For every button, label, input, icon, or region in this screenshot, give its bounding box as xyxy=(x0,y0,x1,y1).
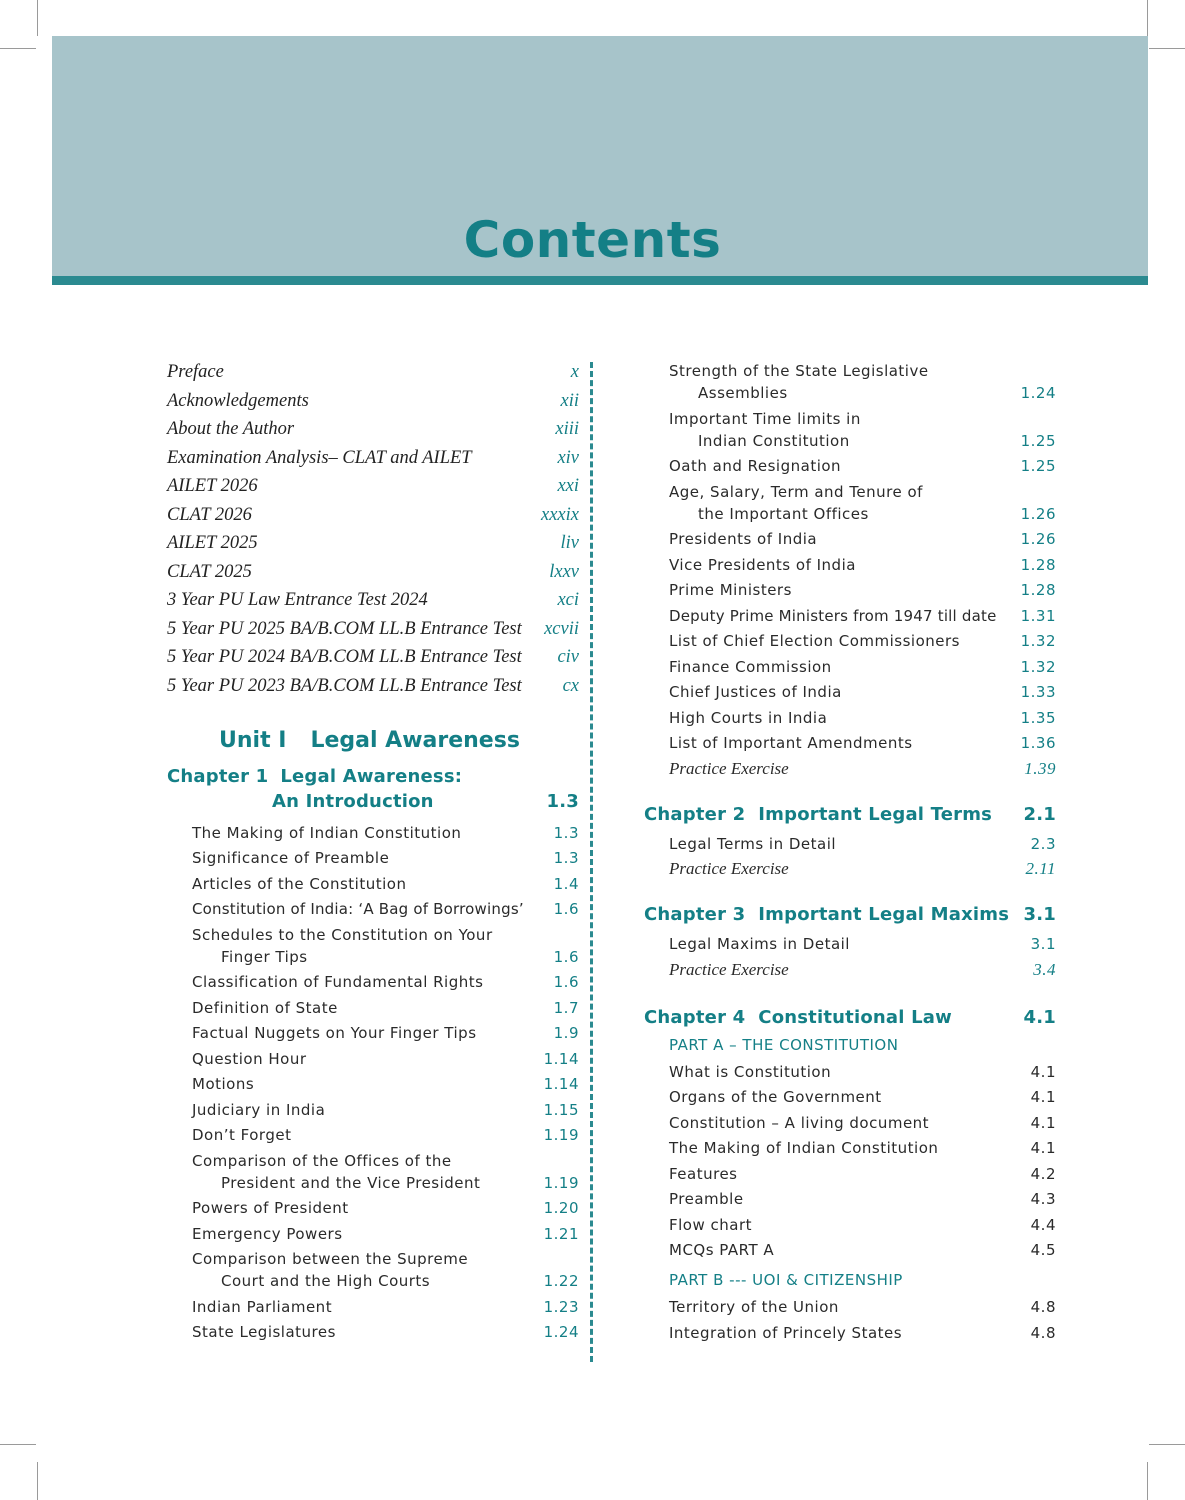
entry-page: 1.31 xyxy=(1020,606,1056,625)
toc-entry[interactable] xyxy=(669,933,1056,955)
toc-entry[interactable] xyxy=(192,1048,579,1070)
entry-title: Territory of the Union xyxy=(669,1298,839,1316)
entry-page: 1.28 xyxy=(1020,555,1056,574)
toc-entry-practice[interactable] xyxy=(669,858,1056,880)
toc-entry[interactable] xyxy=(192,971,579,993)
toc-entry[interactable] xyxy=(167,588,579,612)
entry-title: Presidents of India xyxy=(669,530,818,548)
chapter-title: Legal Awareness: xyxy=(280,765,463,787)
entry-page: 1.22 xyxy=(543,1272,579,1290)
entry-title: Organs of the Government xyxy=(669,1088,882,1106)
unit-label: Unit I xyxy=(219,727,287,753)
entry-page: 1.6 xyxy=(553,947,579,966)
entry-title: 3 Year PU Law Entrance Test 2024 xyxy=(167,590,428,610)
entry-page: 1.9 xyxy=(553,1024,579,1042)
entry-page: xxxix xyxy=(541,504,579,525)
entry-title: Significance of Preamble xyxy=(192,849,390,867)
toc-entry[interactable] xyxy=(167,503,579,527)
entry-page: 4.5 xyxy=(1030,1241,1056,1259)
entry-page: cx xyxy=(562,675,579,696)
toc-entry[interactable] xyxy=(669,1239,1056,1261)
entry-title: What is Constitution xyxy=(669,1062,832,1081)
toc-entry[interactable] xyxy=(669,656,1056,678)
toc-entry[interactable] xyxy=(167,617,579,641)
toc-entry[interactable] xyxy=(669,360,1056,404)
toc-entry[interactable] xyxy=(192,822,579,844)
chapter-title: Important Legal Maxims xyxy=(758,904,1010,925)
entry-title: The Making of Indian Constitution xyxy=(669,1139,939,1157)
entry-page: xxi xyxy=(557,476,579,496)
entry-page: 2.3 xyxy=(1030,834,1056,853)
entry-title: About the Author xyxy=(167,419,295,439)
entry-page: 1.36 xyxy=(1020,734,1056,752)
entry-page: 4.1 xyxy=(1030,1113,1056,1132)
entry-page: civ xyxy=(557,647,579,667)
entry-page: lxxv xyxy=(549,561,579,582)
toc-entry[interactable] xyxy=(669,1137,1056,1159)
entry-page: xcvii xyxy=(544,618,579,639)
entry-title: Integration of Princely States xyxy=(669,1323,903,1342)
toc-entry[interactable] xyxy=(167,417,579,441)
toc-entry[interactable] xyxy=(167,531,579,555)
entry-title: Practice Exercise xyxy=(669,959,789,979)
toc-entry[interactable] xyxy=(192,924,579,968)
front-matter-list xyxy=(167,360,579,698)
entry-title: Flow chart xyxy=(669,1215,753,1234)
entry-title: Constitution – A living document xyxy=(669,1113,930,1132)
entry-title: Motions xyxy=(192,1075,255,1093)
header-rule xyxy=(52,276,1148,285)
entry-title: 5 Year PU 2023 BA/B.COM LL.B Entrance Test xyxy=(167,675,522,696)
chapter-title: Important Legal Terms xyxy=(758,803,993,825)
crop-mark xyxy=(1147,0,1148,36)
entry-page: 3.4 xyxy=(1033,959,1056,979)
toc-entry[interactable] xyxy=(192,873,579,895)
chapter-entries-continued xyxy=(644,360,1056,780)
toc-entry[interactable] xyxy=(192,1150,579,1194)
entry-page: 1.33 xyxy=(1020,683,1056,701)
toc-entry[interactable] xyxy=(669,554,1056,576)
entry-page: 1.14 xyxy=(543,1075,579,1093)
entry-title: Schedules to the Constitution on Your Finger Tips xyxy=(192,925,493,966)
toc-entry[interactable] xyxy=(669,707,1056,729)
unit-title: Legal Awareness xyxy=(310,727,520,753)
toc-entry[interactable] xyxy=(669,408,1056,452)
chapter-title: An Introduction xyxy=(272,790,434,812)
toc-entry[interactable] xyxy=(669,528,1056,550)
entry-title: Factual Nuggets on Your Finger Tips xyxy=(192,1024,477,1042)
entry-title: Features xyxy=(669,1164,738,1183)
toc-entry[interactable] xyxy=(192,847,579,869)
entry-title: Definition of State xyxy=(192,998,338,1017)
entry-title: Preface xyxy=(167,362,224,382)
toc-entry[interactable] xyxy=(669,833,1056,855)
entry-title: List of Important Amendments xyxy=(669,734,913,752)
entry-page: 1.4 xyxy=(553,874,579,893)
entry-page: 1.6 xyxy=(553,973,579,991)
toc-entry[interactable] xyxy=(167,560,579,584)
toc-entry[interactable] xyxy=(192,1073,579,1095)
entry-title: Oath and Resignation xyxy=(669,457,842,475)
entry-page: 1.32 xyxy=(1020,657,1056,676)
chapter-label: Chapter 4 xyxy=(644,1006,746,1028)
entry-page: 1.21 xyxy=(543,1224,579,1243)
entry-page: 4.1 xyxy=(1030,1139,1056,1157)
toc-entry[interactable] xyxy=(669,732,1056,754)
entry-title: Examination Analysis– CLAT and AILET xyxy=(167,447,472,468)
entry-title: State Legislatures xyxy=(192,1323,336,1341)
entry-title: Finance Commission xyxy=(669,657,832,676)
chapter-heading[interactable] xyxy=(167,764,579,814)
column-divider xyxy=(590,362,593,1362)
chapter-label: Chapter 1 xyxy=(167,765,269,787)
entry-title: AILET 2026 xyxy=(167,476,258,496)
crop-mark xyxy=(1149,1444,1185,1445)
entry-title: CLAT 2025 xyxy=(167,561,252,582)
chapter-entries xyxy=(167,822,579,1344)
toc-entry[interactable] xyxy=(669,1086,1056,1108)
entry-title: Acknowledgements xyxy=(167,390,309,411)
toc-entry[interactable] xyxy=(192,1248,579,1292)
entry-title: 5 Year PU 2024 BA/B.COM LL.B Entrance Test xyxy=(167,647,522,667)
entry-page: 4.4 xyxy=(1030,1215,1056,1234)
toc-entry[interactable] xyxy=(669,579,1056,601)
entry-page: 1.28 xyxy=(1020,581,1056,599)
entry-page: 1.7 xyxy=(553,998,579,1017)
entry-title: Practice Exercise xyxy=(669,859,789,878)
entry-page: 4.8 xyxy=(1030,1323,1056,1342)
toc-entry[interactable] xyxy=(669,1112,1056,1134)
toc-entry[interactable] xyxy=(669,1322,1056,1344)
entry-page: 1.20 xyxy=(543,1199,579,1217)
toc-entry[interactable] xyxy=(669,1163,1056,1185)
entry-title: Constitution of India: ‘A Bag of Borrowings’ xyxy=(192,900,524,918)
chapter-page: 2.1 xyxy=(1023,803,1056,825)
chapter-heading[interactable] xyxy=(644,902,1056,927)
entry-title: Classification of Fundamental Rights xyxy=(192,973,484,991)
entry-title: Powers of President xyxy=(192,1199,349,1217)
toc-entry[interactable] xyxy=(192,997,579,1019)
entry-page: 3.1 xyxy=(1030,935,1056,953)
entry-title: The Making of Indian Constitution xyxy=(192,823,462,842)
toc-entry[interactable] xyxy=(192,1022,579,1044)
entry-page: 1.25 xyxy=(1020,457,1056,475)
toc-entry[interactable] xyxy=(669,630,1056,652)
part-entries xyxy=(644,1061,1056,1262)
entry-title: Indian Parliament xyxy=(192,1297,333,1316)
chapter-entries xyxy=(644,933,1056,981)
entry-title: Vice Presidents of India xyxy=(669,555,856,574)
entry-title: List of Chief Election Commissioners xyxy=(669,632,960,650)
entry-page: 1.3 xyxy=(553,849,579,867)
toc-entry[interactable] xyxy=(167,474,579,498)
unit-heading[interactable] xyxy=(219,726,579,756)
entry-page: 1.3 xyxy=(553,823,579,842)
entry-page: xci xyxy=(557,590,579,610)
entry-title: Practice Exercise xyxy=(669,758,789,778)
entry-page: 4.1 xyxy=(1030,1062,1056,1081)
entry-page: 1.15 xyxy=(543,1100,579,1119)
entry-title: Preamble xyxy=(669,1190,744,1208)
crop-mark xyxy=(37,0,38,36)
toc-entry[interactable] xyxy=(192,1197,579,1219)
entry-title: AILET 2025 xyxy=(167,533,258,553)
crop-mark xyxy=(0,1444,36,1445)
entry-title: Legal Terms in Detail xyxy=(669,834,837,853)
entry-title: Age, Salary, Term and Tenure of the Important Offices xyxy=(669,482,923,523)
entry-title: Comparison between the Supreme Court and the High Courts xyxy=(192,1250,469,1290)
entry-page: xii xyxy=(560,390,579,411)
crop-mark xyxy=(37,1462,38,1500)
entry-page: 1.32 xyxy=(1020,632,1056,650)
entry-title: Important Time limits in Indian Constitution xyxy=(669,409,861,450)
entry-page: 2.11 xyxy=(1025,859,1056,878)
toc-entry[interactable] xyxy=(167,446,579,470)
entry-title: Emergency Powers xyxy=(192,1224,343,1243)
part-entries xyxy=(644,1296,1056,1344)
entry-title: Legal Maxims in Detail xyxy=(669,935,850,953)
toc-entry[interactable] xyxy=(192,1321,579,1343)
entry-title: Judiciary in India xyxy=(192,1100,326,1119)
entry-page: 1.23 xyxy=(543,1297,579,1316)
toc-entry[interactable] xyxy=(669,1296,1056,1318)
entry-title: MCQs PART A xyxy=(669,1241,775,1259)
toc-right-column xyxy=(644,360,1056,1347)
entry-page: 1.24 xyxy=(1020,384,1056,402)
chapter-page: 4.1 xyxy=(1023,1006,1056,1028)
crop-mark xyxy=(1149,48,1185,49)
entry-page: 1.19 xyxy=(543,1173,579,1192)
toc-left-column xyxy=(167,360,579,1347)
entry-page: liv xyxy=(560,533,579,553)
toc-entry[interactable] xyxy=(669,1214,1056,1236)
entry-title: 5 Year PU 2025 BA/B.COM LL.B Entrance Test xyxy=(167,618,522,639)
entry-title: Chief Justices of India xyxy=(669,683,842,701)
entry-page: 4.8 xyxy=(1030,1298,1056,1316)
entry-page: 1.35 xyxy=(1020,708,1056,727)
entry-title: Don’t Forget xyxy=(192,1126,292,1144)
entry-page: 1.25 xyxy=(1020,431,1056,450)
toc-entry[interactable] xyxy=(669,681,1056,703)
crop-mark xyxy=(1147,1462,1148,1500)
toc-entry[interactable] xyxy=(669,481,1056,525)
entry-title: Question Hour xyxy=(192,1049,307,1068)
toc-entry[interactable] xyxy=(669,455,1056,477)
entry-title: Comparison of the Offices of the President and the Vice President xyxy=(192,1151,481,1192)
entry-page: 4.3 xyxy=(1030,1190,1056,1208)
entry-page: 1.14 xyxy=(543,1049,579,1068)
toc-entry-practice[interactable] xyxy=(669,959,1056,981)
toc-entry[interactable] xyxy=(167,360,579,384)
entry-page: 1.39 xyxy=(1024,758,1056,778)
toc-entry-practice[interactable] xyxy=(669,758,1056,780)
entry-page: 1.26 xyxy=(1020,530,1056,548)
entry-title: CLAT 2026 xyxy=(167,504,252,525)
chapter-label: Chapter 2 xyxy=(644,803,746,825)
entry-page: x xyxy=(570,362,579,382)
part-heading[interactable]: PART A – THE CONSTITUTION xyxy=(669,1035,899,1054)
entry-title: Prime Ministers xyxy=(669,581,792,599)
toc-entry[interactable] xyxy=(167,674,579,698)
toc-entry[interactable] xyxy=(192,1099,579,1121)
chapter-label: Chapter 3 xyxy=(644,904,746,925)
entry-page: 4.2 xyxy=(1030,1164,1056,1183)
toc-entry[interactable] xyxy=(167,645,579,669)
chapter-heading[interactable] xyxy=(644,802,1056,827)
toc-entry[interactable] xyxy=(669,605,1056,627)
chapter-entries xyxy=(644,833,1056,881)
entry-page: 1.26 xyxy=(1020,504,1056,523)
part-heading[interactable]: PART B --- UOI & CITIZENSHIP xyxy=(669,1271,903,1289)
toc-entry[interactable] xyxy=(192,898,579,920)
toc-entry[interactable] xyxy=(669,1061,1056,1083)
entry-page: xiv xyxy=(557,447,579,468)
chapter-heading[interactable] xyxy=(644,1005,1056,1030)
entry-page: xiii xyxy=(555,419,579,439)
entry-page: 4.1 xyxy=(1030,1088,1056,1106)
page-title: Contents xyxy=(463,211,722,269)
toc-entry[interactable] xyxy=(192,1124,579,1146)
chapter-page: 1.3 xyxy=(546,790,579,812)
toc-entry[interactable] xyxy=(167,389,579,413)
crop-mark xyxy=(0,48,36,49)
toc-entry[interactable] xyxy=(192,1296,579,1318)
chapter-title: Constitutional Law xyxy=(758,1006,952,1028)
toc-entry[interactable] xyxy=(192,1223,579,1245)
toc-entry[interactable] xyxy=(669,1188,1056,1210)
entry-title: Deputy Prime Ministers from 1947 till date xyxy=(669,606,997,625)
entry-page: 1.24 xyxy=(543,1323,579,1341)
entry-page: 1.6 xyxy=(553,900,579,918)
entry-title: Articles of the Constitution xyxy=(192,874,407,893)
chapter-page: 3.1 xyxy=(1023,904,1056,925)
entry-page: 1.19 xyxy=(543,1126,579,1144)
entry-title: High Courts in India xyxy=(669,708,828,727)
entry-title: Strength of the State Legislative Assemblies xyxy=(669,362,929,402)
